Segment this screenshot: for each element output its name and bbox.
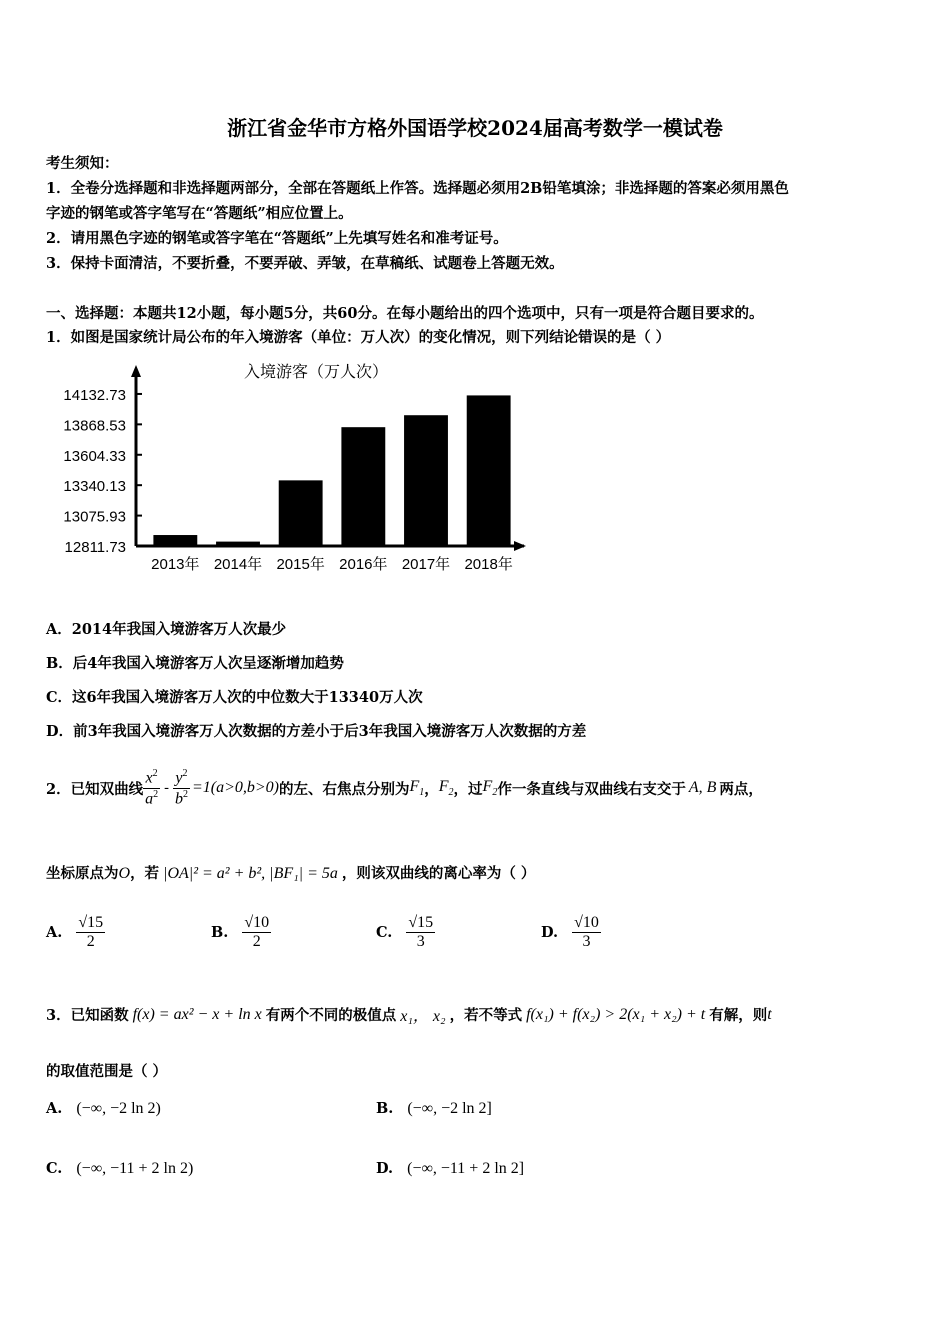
- bar-chart: [40, 355, 540, 590]
- y-tick-label: 13868.53: [63, 417, 126, 435]
- x-tick-label: 2017年: [401, 556, 451, 573]
- q2-mid1: 的左、右焦点分别为: [278, 780, 410, 798]
- notice-line-3: 2．请用黑色字迹的钢笔或答字笔在“答题纸”上先填写姓名和准考证号。: [46, 230, 508, 247]
- chart-title: 入境游客（万人次）: [243, 364, 389, 381]
- x-tick-label: 2013年: [151, 556, 200, 573]
- section-heading: 一、选择题：本题共12小题，每小题5分，共60分。在每小题给出的四个选项中，只有一项是符合题目要求的。: [46, 305, 764, 322]
- x-tick-label: 2015年: [276, 556, 325, 573]
- q3-option-a: A. (−∞, −2 ln 2): [46, 1100, 161, 1117]
- q3-points: x₁， x₂: [400, 1008, 446, 1025]
- q1-option-c: C．这6年我国入境游客万人次的中位数大于13340万人次: [46, 689, 423, 706]
- bar: [216, 542, 260, 546]
- q3-option-d: D. (−∞, −11 + 2 ln 2]: [376, 1160, 525, 1177]
- q3-stem: 3．已知函数 f(x) = ax² − x + ln x 有两个不同的极值点 x₁， x₂ ，若不等式 f(x₁) + f(x₂) > 2(x₁ + x₂) + t 有解，则 t: [46, 1003, 772, 1026]
- bar: [404, 415, 448, 546]
- q2-frac-y: $\frac{y^2}{b^2}$: [174, 768, 188, 807]
- q3-inequality: f(x₁) + f(x₂) > 2(x₁ + x₂) + t: [526, 1005, 706, 1023]
- q2-f2: $F_2$: [438, 777, 454, 799]
- q2-option-b: B. $\frac{√10}{2}$: [211, 914, 270, 950]
- q2-condition2: |OA|² = a² + b², |BF₁| = 5a: [163, 865, 338, 882]
- q2-condition: =1(a>0,b>0): [191, 779, 279, 796]
- q1-option-a: A．2014年我国入境游客万人次最少: [46, 621, 287, 638]
- q3-option-b: B. (−∞, −2 ln 2]: [376, 1100, 492, 1117]
- q3-function: f(x) = ax² − x + ln x: [132, 1005, 262, 1023]
- notice-heading: 考生须知：: [46, 155, 119, 172]
- bar: [341, 427, 385, 546]
- y-tick-label: 13604.33: [63, 447, 126, 465]
- q2-points: A, B: [688, 779, 717, 796]
- q3-line2: 的取值范围是（ ）: [46, 1063, 168, 1080]
- notice-line-4: 3．保持卡面清洁，不要折叠，不要弄破、弄皱，在草稿纸、试题卷上答题无效。: [46, 255, 564, 272]
- y-axis-arrow: [131, 365, 141, 377]
- q2-line2: 坐标原点为O，若 |OA|² = a² + b², |BF₁| = 5a ，则该双曲线的离心率为（ ）: [46, 865, 536, 882]
- bar: [279, 480, 323, 546]
- q2-option-a: A. $\frac{√15}{2}$: [46, 914, 104, 950]
- y-tick-label: 14132.73: [63, 386, 126, 404]
- q2-option-c: C. $\frac{√15}{3}$: [376, 914, 434, 950]
- x-tick-label: 2014年: [213, 556, 263, 573]
- y-tick-label: 12811.73: [64, 539, 126, 556]
- q2-mid2: ，过: [453, 780, 483, 798]
- y-tick-label: 13340.13: [63, 478, 126, 496]
- y-tick-label: 13075.93: [63, 508, 126, 526]
- q2-stem: 2．已知双曲线 $\frac{x^2}{a^2}$ - $\frac{y^2}{b^2}$ =1(a>0,b>0) 的左、右焦点分别为 $F_1$ ， $F_2$ ，过 $F_2$ 作一条直线与双曲线右支交于 A, B 两点，: [46, 768, 763, 807]
- bar: [153, 535, 197, 546]
- q2-f1: $F_1$: [409, 777, 425, 799]
- q2-mid3: 作一条直线与双曲线右支交于: [497, 780, 686, 798]
- x-tick-label: 2016年: [339, 556, 388, 573]
- x-tick-label: 2018年: [464, 556, 513, 573]
- q2-tail: 两点，: [719, 780, 763, 798]
- q2-frac-x: $\frac{x^2}{a^2}$: [145, 768, 159, 807]
- q2-option-d: D. $\frac{√10}{3}$: [541, 914, 599, 950]
- x-axis-arrow: [514, 541, 526, 551]
- q3-option-c: C. (−∞, −11 + 2 ln 2): [46, 1160, 194, 1177]
- bar: [467, 395, 511, 546]
- notice-line-1: 1．全卷分选择题和非选择题两部分，全部在答题纸上作答。选择题必须用2B铅笔填涂；非选择题的答案必须用黑色: [46, 180, 789, 197]
- q2-label: 2．已知双曲线: [46, 780, 144, 798]
- notice-line-2: 字迹的钢笔或答字笔写在“答题纸”相应位置上。: [46, 205, 353, 222]
- q1-option-d: D．前3年我国入境游客万人次数据的方差小于后3年我国入境游客万人次数据的方差: [46, 723, 587, 740]
- page-title: 浙江省金华市方格外国语学校2024届高考数学一模试卷: [227, 116, 723, 140]
- q1-stem: 1．如图是国家统计局公布的年入境游客（单位：万人次）的变化情况，则下列结论错误的是（ ）: [46, 329, 671, 346]
- q1-option-b: B．后4年我国入境游客万人次呈逐渐增加趋势: [46, 655, 344, 672]
